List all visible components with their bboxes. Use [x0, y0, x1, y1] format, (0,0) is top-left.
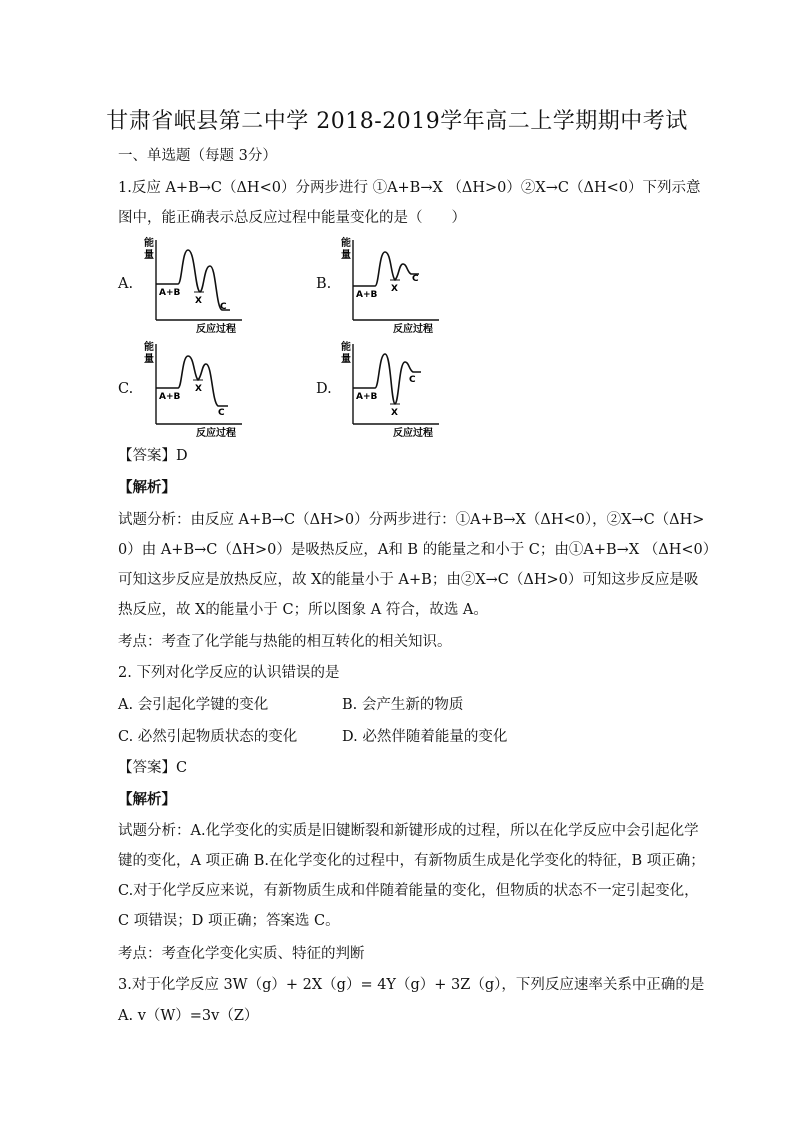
page-title: 甘肃省岷县第二中学 2018-2019学年高二上学期期中考试 [106, 109, 688, 134]
q2-analysis-line: C 项错误；D 项正确；答案选 C。 [118, 913, 340, 929]
q2-option-a: A. 会引起化学键的变化 [118, 697, 269, 713]
diagram-ylabel-top: 能 [144, 238, 154, 249]
energy-diagram-d [337, 340, 447, 438]
energy-curve [156, 250, 230, 310]
q1-option-b-label: B. [316, 276, 332, 292]
diagram-ylabel-top: 能 [341, 238, 351, 249]
reactant-label: A+B [356, 392, 378, 402]
q2-analysis-line: 试题分析：A.化学变化的实质是旧键断裂和新键形成的过程，所以在化学反应中会引起化学 [118, 823, 699, 839]
diagram-ylabel-bottom: 量 [144, 354, 154, 365]
q2-option-b: B. 会产生新的物质 [342, 697, 464, 713]
diagram-xlabel: 反应过程 [196, 324, 236, 334]
q1-option-a-label: A. [118, 276, 134, 292]
product-label: C [409, 375, 416, 385]
reactant-label: A+B [159, 392, 181, 402]
q1-stem-line1: 1.反应 A+B→C（ΔH<0）分两步进行 ①A+B→X （ΔH>0）②X→C（ΔH<0）下列示意 [118, 180, 701, 196]
q2-answer: 【答案】C [118, 760, 188, 776]
diagram-xlabel: 反应过程 [393, 324, 433, 334]
q1-analysis-line: 可知这步反应是放热反应，故 X的能量小于 A+B；由②X→C（ΔH>0）可知这步反应是吸 [118, 572, 699, 588]
intermediate-label: X [195, 296, 202, 306]
q2-option-d: D. 必然伴随着能量的变化 [342, 729, 508, 745]
section-heading: 一、单选题（每题 3分） [118, 148, 277, 164]
q2-analysis-heading: 【解析】 [118, 791, 176, 808]
q1-stem-line2: 图中，能正确表示总反应过程中能量变化的是（ ） [118, 210, 466, 226]
q1-analysis-line: 0）由 A+B→C（ΔH>0）是吸热反应，A和 B 的能量之和小于 C；由①A+B→X （ΔH<0） [118, 542, 718, 558]
q1-answer: 【答案】D [118, 448, 188, 464]
diagram-ylabel-bottom: 量 [144, 250, 154, 261]
reactant-label: A+B [356, 290, 378, 300]
diagram-xlabel: 反应过程 [196, 428, 236, 438]
product-label: C [412, 274, 419, 284]
intermediate-label: X [391, 408, 398, 418]
energy-diagram-c [140, 340, 250, 438]
product-label: C [220, 302, 227, 312]
q2-analysis-line: C.对于化学反应来说，有新物质生成和伴随着能量的变化，但物质的状态不一定引起变化， [118, 883, 699, 899]
q2-option-c: C. 必然引起物质状态的变化 [118, 729, 298, 745]
energy-curve [353, 252, 419, 286]
q2-analysis-line: 键的变化，A 项正确 B.在化学变化的过程中，有新物质生成是化学变化的特征，B 项正确； [118, 853, 705, 869]
reactant-label: A+B [159, 288, 181, 298]
q1-analysis-heading: 【解析】 [118, 479, 176, 496]
intermediate-label: X [195, 384, 202, 394]
q3-option-a: A. v（W）=3v（Z） [118, 1008, 259, 1024]
q1-analysis-line: 试题分析：由反应 A+B→C（ΔH>0）分两步进行：①A+B→X（ΔH<0），②X→C（ΔH> [118, 512, 705, 528]
diagram-ylabel-top: 能 [341, 342, 351, 353]
q1-analysis-line: 热反应，故 X的能量小于 C；所以图象 A 符合，故选 A。 [118, 602, 488, 618]
diagram-ylabel-bottom: 量 [341, 250, 351, 261]
product-label: C [218, 408, 225, 418]
q2-note: 考点：考查化学变化实质、特征的判断 [118, 946, 365, 962]
q1-note: 考点：考查了化学能与热能的相互转化的相关知识。 [118, 634, 452, 650]
q2-stem: 2. 下列对化学反应的认识错误的是 [118, 665, 340, 681]
energy-diagram-a [140, 236, 250, 334]
q1-option-d-label: D. [316, 381, 332, 397]
intermediate-label: X [391, 284, 398, 294]
diagram-ylabel-bottom: 量 [341, 354, 351, 365]
diagram-ylabel-top: 能 [144, 342, 154, 353]
diagram-xlabel: 反应过程 [393, 428, 433, 438]
q3-stem: 3.对于化学反应 3W（g）+ 2X（g）= 4Y（g）+ 3Z（g），下列反应速率关系中正确的是 [118, 977, 705, 993]
energy-diagram-b [337, 236, 447, 334]
q1-option-c-label: C. [118, 381, 134, 397]
